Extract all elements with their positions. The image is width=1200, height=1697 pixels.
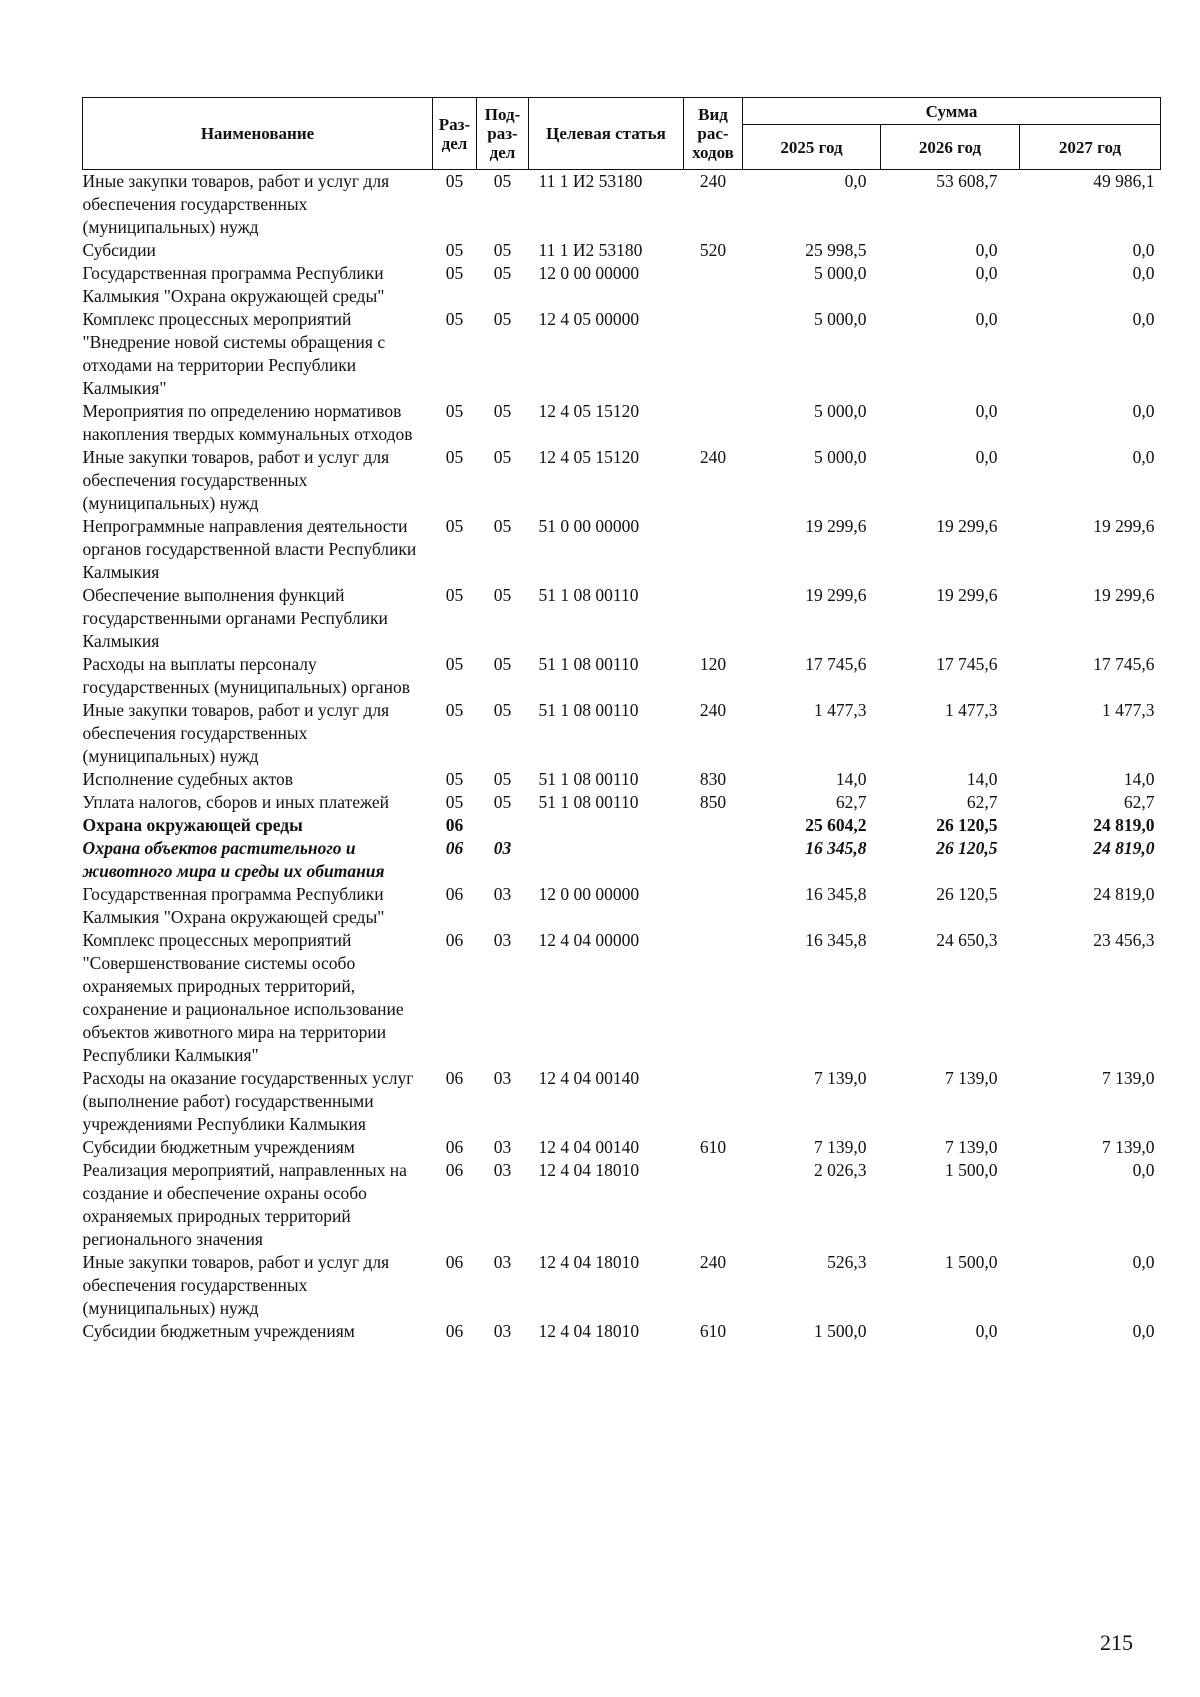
row-razdel: 05: [445, 769, 464, 789]
row-name: Иные закупки товаров, работ и услуг для обеспечения государственных (муниципальных) нужд: [82, 700, 390, 766]
row-name: Расходы на оказание государственных услуг (выполнение работ) государственными учреждениями Республики Калмыкия: [82, 1068, 414, 1134]
header-year-2026: 2026 год: [881, 125, 1020, 170]
row-celevaya-statya: 51 1 08 00110: [538, 654, 639, 674]
row-razdel: 06: [445, 1137, 464, 1157]
row-sum-2025: 16 345,8: [805, 930, 867, 950]
row-sum-2026: 26 120,5: [936, 838, 998, 858]
row-podrazdel: 05: [493, 171, 512, 191]
row-razdel: 05: [445, 447, 464, 467]
row-sum-2027: 49 986,1: [1093, 171, 1155, 191]
row-celevaya-statya: 12 4 05 15120: [538, 447, 640, 467]
row-sum-2025: 7 139,0: [814, 1137, 867, 1157]
row-vid-rashodov: [684, 515, 743, 584]
row-sum-2027: 0,0: [1132, 263, 1155, 283]
row-sum-2026: 19 299,6: [936, 516, 998, 536]
row-celevaya-statya: 12 4 04 18010: [538, 1321, 640, 1341]
row-sum-2026: 14,0: [966, 769, 998, 789]
table-row: [83, 1320, 1161, 1343]
row-razdel: 05: [445, 516, 464, 536]
row-sum-2026: 26 120,5: [936, 815, 998, 835]
row-razdel: 05: [445, 401, 464, 421]
table-row: [83, 262, 1161, 308]
table-header: [83, 98, 1161, 170]
header-podrazdel: Под-раз-дел: [477, 98, 529, 170]
table-row: [83, 791, 1161, 814]
row-razdel: 05: [445, 309, 464, 329]
row-vid-rashodov: [684, 262, 743, 308]
row-celevaya-statya: 51 0 00 00000: [538, 516, 640, 536]
row-sum-2027: 1 477,3: [1102, 700, 1155, 720]
table-row: [83, 883, 1161, 929]
row-name: Иные закупки товаров, работ и услуг для обеспечения государственных (муниципальных) нужд: [82, 447, 390, 513]
row-razdel: 06: [445, 1068, 464, 1088]
row-podrazdel: [477, 814, 529, 837]
row-razdel: 06: [445, 884, 464, 904]
header-year-2025: 2025 год: [743, 125, 881, 170]
table-row: [83, 400, 1161, 446]
table-row: [83, 929, 1161, 1067]
row-name: Комплекс процессных мероприятий "Внедрение новой системы обращения с отходами на территории Республики Калмыкия": [82, 309, 386, 398]
row-vid-rashodov: [684, 883, 743, 929]
row-sum-2026: 0,0: [975, 263, 998, 283]
table-row: [83, 170, 1161, 240]
row-vid-rashodov: 120: [699, 654, 727, 674]
row-sum-2027: 23 456,3: [1093, 930, 1155, 950]
row-sum-2027: 7 139,0: [1102, 1068, 1155, 1088]
table-row: [83, 446, 1161, 515]
row-sum-2027: 14,0: [1123, 769, 1155, 789]
row-sum-2027: 0,0: [1132, 401, 1155, 421]
row-vid-rashodov: [684, 929, 743, 1067]
row-podrazdel: 03: [493, 1137, 512, 1157]
row-sum-2025: 62,7: [835, 792, 867, 812]
row-vid-rashodov: [684, 837, 743, 883]
row-celevaya-statya: 12 0 00 00000: [538, 884, 640, 904]
row-celevaya-statya: 51 1 08 00110: [538, 700, 639, 720]
row-sum-2025: 14,0: [835, 769, 867, 789]
row-sum-2026: 1 500,0: [945, 1252, 998, 1272]
header-summa: Сумма: [743, 98, 1161, 125]
row-podrazdel: 03: [493, 1252, 512, 1272]
row-vid-rashodov: [684, 1067, 743, 1136]
row-sum-2026: 7 139,0: [945, 1137, 998, 1157]
table-body: [83, 170, 1161, 1344]
row-celevaya-statya: 12 4 04 18010: [538, 1160, 640, 1180]
header-year-2027: 2027 год: [1020, 125, 1161, 170]
page-number: 215: [1100, 1630, 1133, 1655]
row-sum-2027: 0,0: [1132, 1321, 1155, 1341]
row-sum-2027: 19 299,6: [1093, 516, 1155, 536]
row-celevaya-statya: 12 4 04 00000: [538, 930, 640, 950]
row-vid-rashodov: 610: [699, 1137, 727, 1157]
row-sum-2025: 5 000,0: [814, 401, 867, 421]
row-sum-2025: 19 299,6: [805, 585, 867, 605]
row-razdel: 05: [445, 700, 464, 720]
row-name: Непрограммные направления деятельности органов государственной власти Республики Калмыкия: [82, 516, 417, 582]
row-celevaya-statya: 12 0 00 00000: [538, 263, 640, 283]
row-sum-2026: 0,0: [975, 309, 998, 329]
row-name: Реализация мероприятий, направленных на создание и обеспечение охраны особо охраняемых природных территорий регионального значения: [82, 1160, 407, 1249]
row-name: Обеспечение выполнения функций государственными органами Республики Калмыкия: [82, 585, 388, 651]
row-sum-2027: 0,0: [1132, 1160, 1155, 1180]
row-sum-2026: 1 477,3: [945, 700, 998, 720]
row-name: Комплекс процессных мероприятий "Совершенствование системы особо охраняемых природных территорий, сохранение и рациональное использование объектов животного мира на территории Республики Калмыкия": [82, 930, 404, 1065]
row-podrazdel: 05: [493, 792, 512, 812]
row-sum-2025: 2 026,3: [814, 1160, 867, 1180]
row-name: Субсидии бюджетным учреждениям: [82, 1137, 355, 1157]
row-podrazdel: 05: [493, 309, 512, 329]
row-sum-2025: 5 000,0: [814, 263, 867, 283]
row-podrazdel: 03: [493, 884, 512, 904]
row-vid-rashodov: [684, 584, 743, 653]
row-vid-rashodov: 240: [699, 700, 727, 720]
row-razdel: 06: [445, 930, 464, 950]
row-sum-2025: 25 998,5: [805, 240, 867, 260]
row-vid-rashodov: [684, 814, 743, 837]
row-sum-2026: 17 745,6: [936, 654, 998, 674]
row-sum-2027: 7 139,0: [1102, 1137, 1155, 1157]
row-sum-2025: 0,0: [844, 171, 867, 191]
row-vid-rashodov: 240: [699, 171, 727, 191]
row-razdel: 05: [445, 585, 464, 605]
row-sum-2027: 0,0: [1132, 1252, 1155, 1272]
row-vid-rashodov: 240: [699, 1252, 727, 1272]
row-razdel: 05: [445, 654, 464, 674]
row-celevaya-statya: 51 1 08 00110: [538, 769, 639, 789]
row-sum-2025: 19 299,6: [805, 516, 867, 536]
row-razdel: 06: [445, 1252, 464, 1272]
row-sum-2025: 25 604,2: [805, 815, 867, 835]
row-vid-rashodov: 850: [699, 792, 727, 812]
row-vid-rashodov: 610: [699, 1321, 727, 1341]
row-sum-2026: 0,0: [975, 447, 998, 467]
table-row: [83, 1136, 1161, 1159]
table-row: [83, 308, 1161, 400]
row-sum-2027: 0,0: [1132, 309, 1155, 329]
row-podrazdel: 03: [493, 1068, 512, 1088]
row-name: Субсидии бюджетным учреждениям: [82, 1321, 355, 1341]
header-vid-rashodov: Вид рас-ходов: [684, 98, 743, 170]
row-sum-2027: 24 819,0: [1093, 815, 1155, 835]
row-celevaya-statya: 12 4 05 15120: [538, 401, 640, 421]
row-sum-2026: 19 299,6: [936, 585, 998, 605]
row-vid-rashodov: 830: [699, 769, 727, 789]
row-sum-2025: 526,3: [827, 1252, 867, 1272]
row-podrazdel: 05: [493, 401, 512, 421]
row-sum-2027: 17 745,6: [1093, 654, 1155, 674]
row-podrazdel: 05: [493, 700, 512, 720]
row-celevaya-statya: 11 1 И2 53180: [538, 240, 643, 260]
row-razdel: 05: [445, 263, 464, 283]
row-sum-2025: 16 345,8: [805, 838, 867, 858]
table-row: [83, 1159, 1161, 1251]
row-name: Охрана объектов растительного и животного мира и среды их обитания: [82, 838, 385, 881]
header-razdel: Раз-дел: [433, 98, 477, 170]
row-name: Иные закупки товаров, работ и услуг для обеспечения государственных (муниципальных) нужд: [82, 1252, 390, 1318]
row-sum-2026: 0,0: [975, 1321, 998, 1341]
table-row: [83, 837, 1161, 883]
row-sum-2025: 7 139,0: [814, 1068, 867, 1088]
row-sum-2025: 1 477,3: [814, 700, 867, 720]
row-razdel: 05: [445, 792, 464, 812]
row-sum-2027: 0,0: [1132, 240, 1155, 260]
row-podrazdel: 03: [493, 1321, 512, 1341]
row-celevaya-statya: 51 1 08 00110: [538, 585, 639, 605]
row-podrazdel: 05: [493, 769, 512, 789]
row-sum-2026: 26 120,5: [936, 884, 998, 904]
row-podrazdel: 05: [493, 585, 512, 605]
row-name: Исполнение судебных актов: [82, 769, 294, 789]
row-celevaya-statya: [529, 837, 684, 883]
row-name: Иные закупки товаров, работ и услуг для обеспечения государственных (муниципальных) нужд: [82, 171, 390, 237]
header-name: Наименование: [83, 98, 433, 170]
header-celevaya-statya: Целевая статья: [529, 98, 684, 170]
table-row: [83, 515, 1161, 584]
row-name: Субсидии: [82, 240, 156, 260]
row-podrazdel: 05: [493, 654, 512, 674]
row-podrazdel: 05: [493, 447, 512, 467]
row-razdel: 06: [445, 1321, 464, 1341]
row-podrazdel: 03: [493, 930, 512, 950]
row-vid-rashodov: 520: [699, 240, 727, 260]
row-vid-rashodov: 240: [699, 447, 727, 467]
table-row: [83, 1251, 1161, 1320]
row-sum-2026: 53 608,7: [936, 171, 998, 191]
row-celevaya-statya: 12 4 05 00000: [538, 309, 640, 329]
table-row: [83, 653, 1161, 699]
row-razdel: 06: [445, 815, 464, 835]
table-row: [83, 768, 1161, 791]
row-name: Уплата налогов, сборов и иных платежей: [82, 792, 389, 812]
table-row: [83, 239, 1161, 262]
row-vid-rashodov: [684, 400, 743, 446]
row-sum-2025: 5 000,0: [814, 309, 867, 329]
row-sum-2027: 19 299,6: [1093, 585, 1155, 605]
row-name: Государственная программа Республики Калмыкия "Охрана окружающей среды": [82, 263, 385, 306]
row-sum-2025: 1 500,0: [814, 1321, 867, 1341]
table-row: [83, 814, 1161, 837]
row-sum-2026: 62,7: [966, 792, 998, 812]
row-podrazdel: 03: [493, 838, 512, 858]
row-sum-2026: 7 139,0: [945, 1068, 998, 1088]
row-celevaya-statya: 12 4 04 00140: [538, 1137, 640, 1157]
row-sum-2027: 62,7: [1123, 792, 1155, 812]
row-sum-2025: 5 000,0: [814, 447, 867, 467]
table-row: [83, 584, 1161, 653]
row-sum-2025: 16 345,8: [805, 884, 867, 904]
row-podrazdel: 05: [493, 240, 512, 260]
row-podrazdel: 05: [493, 263, 512, 283]
row-name: Охрана окружающей среды: [82, 815, 303, 835]
budget-table-sheet: [82, 97, 1160, 1343]
row-razdel: 05: [445, 171, 464, 191]
row-celevaya-statya: 51 1 08 00110: [538, 792, 639, 812]
row-celevaya-statya: 12 4 04 00140: [538, 1068, 640, 1088]
row-name: Мероприятия по определению нормативов накопления твердых коммунальных отходов: [82, 401, 413, 444]
row-vid-rashodov: [684, 1159, 743, 1251]
row-podrazdel: 05: [493, 516, 512, 536]
row-razdel: 06: [445, 838, 464, 858]
row-celevaya-statya: [529, 814, 684, 837]
row-vid-rashodov: [684, 308, 743, 400]
row-name: Государственная программа Республики Калмыкия "Охрана окружающей среды": [82, 884, 385, 927]
row-razdel: 05: [445, 240, 464, 260]
table-row: [83, 1067, 1161, 1136]
row-razdel: 06: [445, 1160, 464, 1180]
row-sum-2026: 0,0: [975, 401, 998, 421]
row-sum-2026: 1 500,0: [945, 1160, 998, 1180]
row-sum-2027: 24 819,0: [1093, 838, 1155, 858]
row-sum-2026: 24 650,3: [936, 930, 998, 950]
table-row: [83, 699, 1161, 768]
row-sum-2025: 17 745,6: [805, 654, 867, 674]
row-sum-2027: 24 819,0: [1093, 884, 1155, 904]
row-podrazdel: 03: [493, 1160, 512, 1180]
row-name: Расходы на выплаты персоналу государственных (муниципальных) органов: [82, 654, 411, 697]
row-celevaya-statya: 11 1 И2 53180: [538, 171, 643, 191]
row-sum-2027: 0,0: [1132, 447, 1155, 467]
budget-table: [82, 97, 1161, 1343]
row-celevaya-statya: 12 4 04 18010: [538, 1252, 640, 1272]
row-sum-2026: 0,0: [975, 240, 998, 260]
